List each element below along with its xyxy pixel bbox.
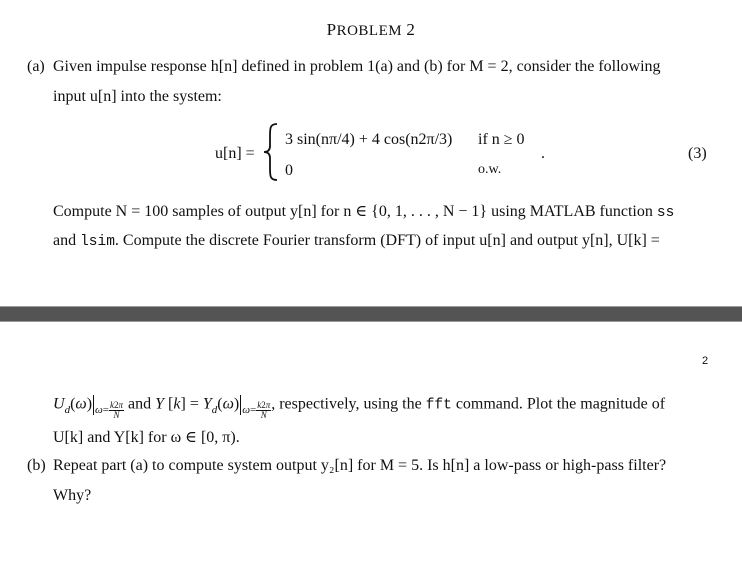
part-b-label: (b) <box>27 457 46 474</box>
page-break-bar <box>0 306 742 322</box>
equation-number: (3) <box>688 145 707 162</box>
part-b-line-1: Repeat part (a) to compute system output y₂[n] for M = 5. Is h[n] a low-pass or high-pass filter? <box>53 457 667 474</box>
code-ss: ss <box>656 205 675 221</box>
part-b-line-2: Why? <box>53 487 92 504</box>
code-fft: fft <box>425 397 452 414</box>
line-5-post: command. Plot the magnitude of <box>455 395 666 413</box>
case-1-condition: if n ≥ 0 <box>478 131 525 148</box>
line-5-text: respectively, using the <box>279 395 422 413</box>
part-a-line-4 <box>53 232 660 250</box>
part-a-line-3 <box>53 201 674 221</box>
line-3-text: Compute N = 100 samples of output y[n] for n ∈ {0, 1, . . . , N − 1} using MATLAB function <box>53 203 653 220</box>
equation-lhs: u[n] = <box>215 145 255 162</box>
part-a-line-5: $U_d(\omega)$ $_{\omega= \frac{k2\pi}{N}}$ and Y $[k] = Y_d(\omega)$ $_{\omega= \frac{k2\pi}{N}}$ , respectively, using the fft command. Plot the magnitude of <box>53 395 666 420</box>
case-1-expression: 3 sin(nπ/4) + 4 cos(n2π/3) <box>285 131 453 148</box>
heading-rest: ROBLEM <box>336 23 403 39</box>
line-4-text: . Compute the discrete Fourier transform (DFT) of input u[n] and output y[n], U[k] = <box>114 232 660 249</box>
page-number: 2 <box>702 355 709 367</box>
code-lsim: lsim <box>80 234 115 250</box>
part-a-line-2: input u[n] into the system: <box>53 88 222 105</box>
case-2-expression: 0 <box>285 162 293 179</box>
part-a-label: (a) <box>27 58 45 75</box>
line-4-and: and <box>53 232 77 249</box>
part-a-line-1: Given impulse response h[n] defined in problem 1(a) and (b) for M = 2, consider the following <box>53 58 661 75</box>
case-2-condition: o.w. <box>478 162 502 177</box>
equation-period: . <box>541 145 545 162</box>
part-a-line-6: U[k] and Y[k] for ω ∈ [0, π). <box>53 429 240 446</box>
problem-heading <box>0 20 742 40</box>
heading-initial: P <box>326 20 337 39</box>
heading-number: 2 <box>406 20 416 39</box>
cases-brace <box>261 122 281 182</box>
